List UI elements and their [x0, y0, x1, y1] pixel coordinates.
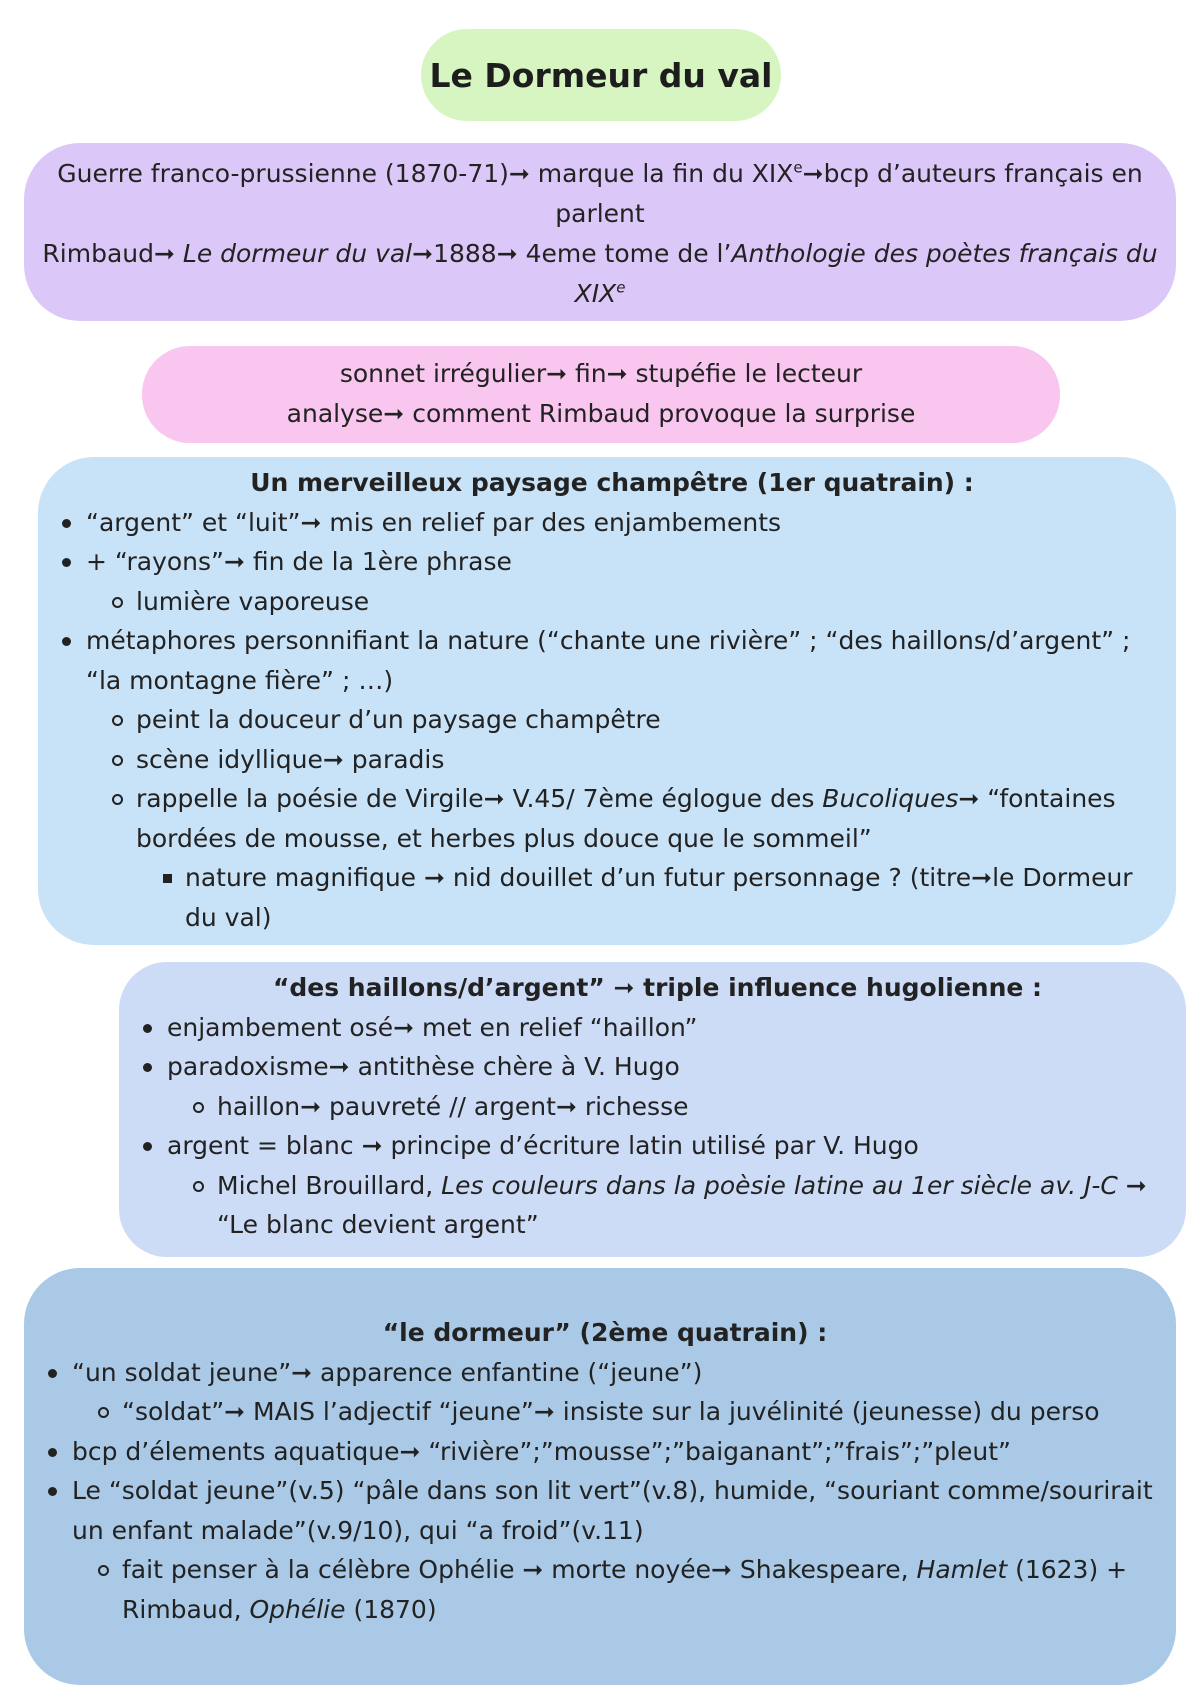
- context-line-1: sonnet irrégulier➞ fin➞ stupéfie le lecteur: [339, 359, 863, 388]
- list-item: Michel Brouillard, Les couleurs dans la poèsie latine au 1er siècle av. J-C ➞ “Le blanc devient argent”: [141, 1166, 1174, 1245]
- section-heading: Un merveilleux paysage champêtre (1er quatrain) :: [250, 468, 974, 497]
- list-item: scène idyllique➞ paradis: [60, 740, 1164, 780]
- intro-box: [24, 143, 1176, 321]
- section-dormeur: [24, 1268, 1176, 1685]
- list-item: + “rayons”➞ fin de la 1ère phrase: [60, 542, 1164, 582]
- list-item: lumière vaporeuse: [60, 582, 1164, 622]
- list-item: “un soldat jeune”➞ apparence enfantine (“jeune”): [46, 1353, 1164, 1393]
- list-item: “soldat”➞ MAIS l’adjectif “jeune”➞ insiste sur la juvélinité (jeunesse) du perso: [46, 1392, 1164, 1432]
- list-item: paradoxisme➞ antithèse chère à V. Hugo: [141, 1047, 1174, 1087]
- section-heading: “le dormeur” (2ème quatrain) :: [382, 1318, 828, 1347]
- page-title: Le Dormeur du val: [429, 55, 773, 95]
- list-item: nature magnifique ➞ nid douillet d’un futur personnage ? (titre➞le Dormeur du val): [60, 858, 1164, 937]
- intro-line-2: Rimbaud➞ Le dormeur du val➞1888➞ 4eme tome de l’Anthologie des poètes français du XIXe: [42, 239, 1158, 308]
- bullet-list: [60, 503, 1164, 938]
- section-hugo: [119, 962, 1186, 1257]
- list-item: enjambement osé➞ met en relief “haillon”: [141, 1008, 1174, 1048]
- list-item: fait penser à la célèbre Ophélie ➞ morte noyée➞ Shakespeare, Hamlet (1623) + Rimbaud, Ophélie (1870): [46, 1550, 1164, 1629]
- context-line-2: analyse➞ comment Rimbaud provoque la surprise: [286, 399, 916, 428]
- list-item: métaphores personnifiant la nature (“chante une rivière” ; “des haillons/d’argent” ; “la montagne fière” ; …): [60, 621, 1164, 700]
- intro-line-1: Guerre franco-prussienne (1870-71)➞ marque la fin du XIXe➞bcp d’auteurs français en parlent: [57, 158, 1143, 228]
- title-box: [421, 29, 781, 121]
- list-item: bcp d’élements aquatique➞ “rivière”;”mousse”;”baiganant”;”frais”;”pleut”: [46, 1432, 1164, 1472]
- context-box: [142, 346, 1060, 443]
- list-item: haillon➞ pauvreté // argent➞ richesse: [141, 1087, 1174, 1127]
- section-paysage: [38, 457, 1176, 945]
- list-item: Le “soldat jeune”(v.5) “pâle dans son lit vert”(v.8), humide, “souriant comme/sourirait un enfant malade”(v.9/10), qui “a froid”(v.11): [46, 1471, 1164, 1550]
- list-item: “argent” et “luit”➞ mis en relief par des enjambements: [60, 503, 1164, 543]
- bullet-list: [141, 1008, 1174, 1245]
- list-item: rappelle la poésie de Virgile➞ V.45/ 7ème églogue des Bucoliques➞ “fontaines bordées de mousse, et herbes plus douce que le sommeil”: [60, 779, 1164, 858]
- section-heading: “des haillons/d’argent” ➞ triple influence hugolienne :: [272, 973, 1043, 1002]
- list-item: argent = blanc ➞ principe d’écriture latin utilisé par V. Hugo: [141, 1126, 1174, 1166]
- list-item: peint la douceur d’un paysage champêtre: [60, 700, 1164, 740]
- bullet-list: [46, 1353, 1164, 1630]
